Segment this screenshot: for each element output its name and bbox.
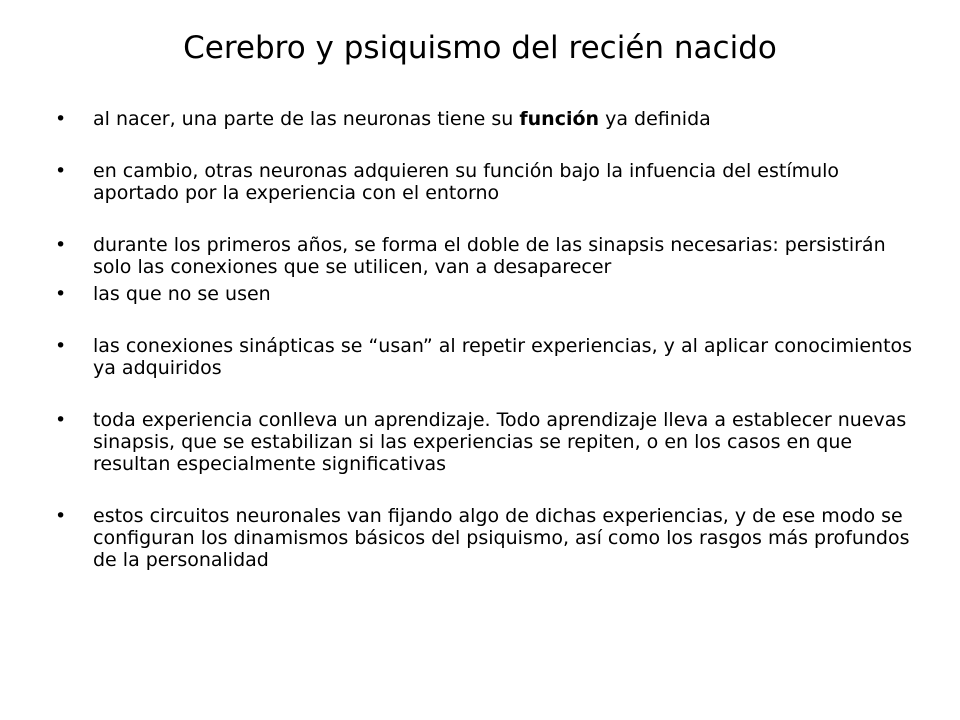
bullet-item xyxy=(55,409,917,475)
bullet-dot-icon: • xyxy=(55,283,67,305)
bullet-text: en cambio, otras neuronas adquieren su función bajo la infuencia del estímulo aportado por la experiencia con el entorno xyxy=(93,160,840,204)
bullet-dot-icon: • xyxy=(55,335,67,357)
bullet-text: estos circuitos neuronales van fijando algo de dichas experiencias, y de ese modo se configuran los dinamismos básicos del psiquismo, así como los rasgos más profundos de la personalidad xyxy=(93,505,910,571)
bullet-list xyxy=(55,108,917,571)
bullet-item xyxy=(55,160,917,204)
bullet-item xyxy=(55,335,917,379)
bullet-dot-icon: • xyxy=(55,234,67,256)
bullet-dot-icon: • xyxy=(55,505,67,527)
bullet-dot-icon: • xyxy=(55,108,67,130)
bullet-item xyxy=(55,505,917,571)
bullet-text xyxy=(93,108,711,130)
bullet-text-part: ya definida xyxy=(599,108,711,130)
bullet-item xyxy=(55,108,917,130)
slide-title: Cerebro y psiquismo del recién nacido xyxy=(183,30,777,66)
bullet-text: durante los primeros años, se forma el doble de las sinapsis necesarias: persistirán solo las conexiones que se utilicen, van a desaparecer xyxy=(93,234,886,278)
bullet-dot-icon: • xyxy=(55,409,67,431)
bullet-text-bold: función xyxy=(519,108,600,130)
bullet-text-part: al nacer, una parte de las neuronas tiene su xyxy=(93,108,520,130)
bullet-text: las que no se usen xyxy=(93,283,271,305)
bullet-item xyxy=(55,234,917,278)
bullet-text: toda experiencia conlleva un aprendizaje. Todo aprendizaje lleva a establecer nuevas sinapsis, que se estabilizan si las experiencias se repiten, o en los casos en que resultan especialmente significativas xyxy=(93,409,907,475)
bullet-dot-icon: • xyxy=(55,160,67,182)
bullet-text: las conexiones sinápticas se “usan” al repetir experiencias, y al aplicar conocimientos ya adquiridos xyxy=(93,335,913,379)
bullet-item xyxy=(55,283,917,305)
